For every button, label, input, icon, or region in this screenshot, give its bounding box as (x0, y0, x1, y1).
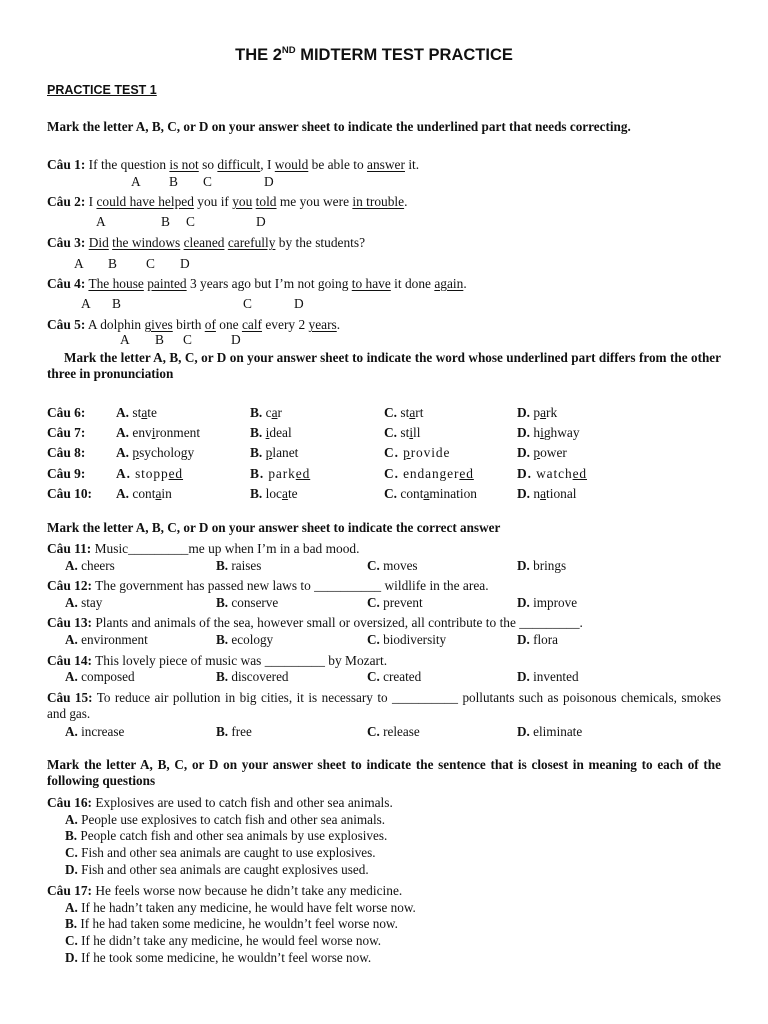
word-part: ll (413, 425, 421, 440)
q12-option-a (65, 595, 102, 611)
question-5: Câu 5: A dolphin gives birth of one calf every 2 years. (47, 317, 341, 332)
word-part: endanger (398, 466, 460, 481)
option-letter: D. (517, 425, 531, 440)
word-part: stopp (130, 466, 169, 481)
q5-letter-a: A (120, 332, 130, 347)
q16-option-c: C. Fish and other sea animals are caught to use explosives. (65, 845, 376, 860)
underlined-part: i (151, 425, 156, 440)
q17-option-d: D. If he took some medicine, he wouldn’t feel worse now. (65, 950, 372, 965)
option-text: raises (231, 558, 262, 573)
word-part: cont (129, 486, 156, 501)
question-11: Câu 11: Music_________me up when I’m in a bad mood. (47, 541, 360, 556)
underlined-part: a (540, 405, 547, 420)
word-part: cont (397, 486, 424, 501)
pronunciation-option-a (116, 425, 200, 441)
q3-letter-a: A (74, 256, 84, 271)
option-text: invented (533, 669, 579, 684)
q14-option-c (367, 669, 421, 685)
pronunciation-option-a (116, 466, 183, 482)
pronunciation-option-b (250, 425, 292, 441)
word-part: st (397, 425, 410, 440)
option-letter: C. (367, 558, 380, 573)
word-part: ronment (155, 425, 201, 440)
q1-letter-c: C (203, 174, 212, 189)
q14-option-a (65, 669, 135, 685)
q12-option-c (367, 595, 423, 611)
pronunciation-option-b (250, 486, 298, 502)
word-part: rovide (410, 445, 451, 460)
q3-letter-b: B (108, 256, 117, 271)
question-13: Câu 13: Plants and animals of the sea, however small or oversized, all contribute to the _________. (47, 615, 583, 630)
word-part: in (161, 486, 172, 501)
option-letter: B. (250, 405, 263, 420)
option-text: discovered (231, 669, 289, 684)
pronunciation-option-b (250, 445, 298, 461)
pronunciation-option-c (384, 445, 450, 461)
q11-option-a (65, 558, 115, 574)
q5-letter-d: D (231, 332, 241, 347)
question-14: Câu 14: This lovely piece of music was _________ by Mozart. (47, 653, 388, 668)
option-text: cheers (81, 558, 115, 573)
option-text: composed (81, 669, 135, 684)
option-letter: A. (65, 558, 78, 573)
q2-letter-d: D (256, 214, 266, 229)
word-part: mination (429, 486, 477, 501)
pronunciation-option-d (517, 405, 557, 421)
practice-test-heading: PRACTICE TEST 1 (47, 83, 157, 97)
option-letter: D. (517, 724, 530, 739)
option-letter: D. (517, 445, 531, 460)
q4-letter-c: C (243, 296, 252, 311)
option-letter: B. (250, 425, 263, 440)
question-4: Câu 4: The house painted 3 years ago but I’m not going to have it done again. (47, 276, 467, 291)
option-letter: D. (517, 405, 531, 420)
underlined-part: a (271, 405, 278, 420)
q1-letter-b: B (169, 174, 178, 189)
option-letter: A. (65, 595, 78, 610)
option-letter: B. (216, 724, 229, 739)
section1-instruction: Mark the letter A, B, C, or D on your answer sheet to indicate the underlined part that needs correcting. (47, 119, 631, 134)
option-letter: C. (384, 486, 398, 501)
q11-option-d (517, 558, 566, 574)
q2-letter-c: C (186, 214, 195, 229)
option-letter: B. (250, 466, 265, 481)
word-part: h (530, 425, 541, 440)
underlined-part: p (132, 445, 140, 460)
option-letter: A. (65, 724, 78, 739)
q15-option-a (65, 724, 124, 740)
underlined-part: a (141, 405, 148, 420)
pronunciation-option-d (517, 486, 577, 502)
option-letter: A. (65, 669, 78, 684)
word-part: te (287, 486, 298, 501)
option-letter: B. (250, 486, 263, 501)
underlined-part: p (403, 445, 411, 460)
question-16: Câu 16: Explosives are used to catch fish and other sea animals. (47, 795, 393, 810)
q1-letter-d: D (264, 174, 274, 189)
pronunciation-option-d (517, 425, 580, 441)
option-text: eliminate (533, 724, 583, 739)
underlined-part: a (409, 405, 416, 420)
option-letter: D. (517, 632, 530, 647)
q1-letter-a: A (131, 174, 141, 189)
underlined-part: i (265, 425, 270, 440)
option-letter: C. (384, 425, 398, 440)
underlined-part: p (533, 445, 541, 460)
underlined-part: ed (572, 466, 588, 481)
pronunciation-question-label: Câu 10: (47, 486, 93, 501)
q3-letter-d: D (180, 256, 190, 271)
option-letter: D. (517, 486, 531, 501)
q15-option-b (216, 724, 252, 740)
question-15: Câu 15: To reduce air pollution in big cities, it is necessary to __________ pollutants such as poisonous chemicals, smokes and gas. (47, 690, 721, 721)
option-letter: D. (517, 669, 530, 684)
option-letter: B. (216, 669, 229, 684)
pronunciation-option-a (116, 486, 172, 502)
word-part: env (129, 425, 152, 440)
q16-option-a: A. People use explosives to catch fish and other sea animals. (65, 812, 386, 827)
option-text: environment (81, 632, 148, 647)
page-title: THE 2ND MIDTERM TEST PRACTICE (235, 45, 513, 64)
question-1: Câu 1: If the question is not so difficult, I would be able to answer it. (47, 157, 420, 172)
option-letter: A. (65, 632, 78, 647)
underlined-part: a (282, 486, 288, 501)
underlined-part: ed (459, 466, 474, 481)
q3-letter-c: C (146, 256, 155, 271)
word-part: watch (531, 466, 573, 481)
pronunciation-question-label: Câu 6: (47, 405, 86, 420)
option-letter: A. (116, 425, 130, 440)
section2-instruction: Mark the letter A, B, C, or D on your answer sheet to indicate the word whose underlined part differs from the other three in pronunciation (47, 350, 721, 381)
q15-option-c (367, 724, 420, 740)
option-text: improve (533, 595, 578, 610)
underlined-part: a (423, 486, 430, 501)
option-letter: A. (116, 445, 130, 460)
option-text: stay (81, 595, 103, 610)
q2-letter-a: A (96, 214, 106, 229)
q13-option-c (367, 632, 446, 648)
section4-instruction: Mark the letter A, B, C, or D on your answer sheet to indicate the sentence that is closest in meaning to each of the following questions (47, 757, 721, 788)
option-letter: C. (367, 669, 380, 684)
option-letter: C. (384, 466, 399, 481)
option-letter: C. (367, 632, 380, 647)
question-12: Câu 12: The government has passed new laws to __________ wildlife in the area. (47, 578, 489, 593)
option-letter: A. (116, 466, 131, 481)
word-part: rt (415, 405, 424, 420)
option-text: biodiversity (383, 632, 447, 647)
q13-option-b (216, 632, 273, 648)
option-text: conserve (231, 595, 279, 610)
section3-instruction: Mark the letter A, B, C, or D on your answer sheet to indicate the correct answer (47, 520, 501, 535)
option-letter: D. (517, 595, 530, 610)
pronunciation-question-label: Câu 7: (47, 425, 86, 440)
question-2: Câu 2: I could have helped you if you told me you were in trouble. (47, 194, 408, 209)
pronunciation-option-c (384, 405, 423, 421)
q17-option-c: C. If he didn’t take any medicine, he would feel worse now. (65, 933, 382, 948)
question-3: Câu 3: Did the windows cleaned carefully by the students? (47, 235, 366, 250)
q13-option-a (65, 632, 148, 648)
option-letter: B. (216, 632, 229, 647)
word-part: park (264, 466, 296, 481)
word-part: tional (546, 486, 577, 501)
q5-letter-c: C (183, 332, 192, 347)
pronunciation-option-a (116, 445, 194, 461)
option-letter: C. (367, 595, 380, 610)
underlined-part: i (409, 425, 414, 440)
option-text: increase (81, 724, 125, 739)
word-part: sychology (139, 445, 195, 460)
option-letter: B. (216, 558, 229, 573)
q13-option-d (517, 632, 558, 648)
q11-option-c (367, 558, 418, 574)
q17-option-a: A. If he hadn’t taken any medicine, he would have felt worse now. (65, 900, 416, 915)
q12-option-d (517, 595, 577, 611)
q2-letter-b: B (161, 214, 170, 229)
word-part: te (147, 405, 157, 420)
option-text: created (383, 669, 422, 684)
pronunciation-option-d (517, 445, 567, 461)
option-letter: A. (116, 486, 130, 501)
word-part: st (129, 405, 142, 420)
q12-option-b (216, 595, 278, 611)
option-text: brings (533, 558, 567, 573)
pronunciation-question-label: Câu 9: (47, 466, 86, 481)
q5-letter-b: B (155, 332, 164, 347)
q14-option-d (517, 669, 579, 685)
word-part: st (397, 405, 410, 420)
underlined-part: ed (295, 466, 311, 481)
option-letter: C. (367, 724, 380, 739)
q4-letter-a: A (81, 296, 91, 311)
option-text: free (231, 724, 252, 739)
underlined-part: i (540, 425, 544, 440)
pronunciation-option-b (250, 405, 282, 421)
option-text: release (383, 724, 420, 739)
option-letter: D. (517, 558, 530, 573)
word-part: r (277, 405, 282, 420)
underlined-part: ed (168, 466, 184, 481)
q16-option-d: D. Fish and other sea animals are caught explosives used. (65, 862, 369, 877)
word-part: rk (546, 405, 558, 420)
word-part: loc (262, 486, 282, 501)
pronunciation-option-c (384, 425, 421, 441)
option-text: ecology (231, 632, 274, 647)
option-letter: A. (116, 405, 130, 420)
underlined-part: a (540, 486, 547, 501)
q16-option-b: B. People catch fish and other sea animals by use explosives. (65, 828, 388, 843)
q11-option-b (216, 558, 261, 574)
word-part: n (530, 486, 541, 501)
option-text: prevent (383, 595, 423, 610)
pronunciation-option-a (116, 405, 157, 421)
pronunciation-question-label: Câu 8: (47, 445, 86, 460)
underlined-part: a (155, 486, 162, 501)
option-letter: C. (384, 445, 399, 460)
q15-option-d (517, 724, 582, 740)
pronunciation-option-c (384, 486, 477, 502)
q4-letter-d: D (294, 296, 304, 311)
question-17: Câu 17: He feels worse now because he didn’t take any medicine. (47, 883, 403, 898)
option-letter: C. (384, 405, 398, 420)
underlined-part: p (265, 445, 273, 460)
word-part: ghway (543, 425, 580, 440)
pronunciation-option-c (384, 466, 474, 482)
q4-letter-b: B (112, 296, 121, 311)
q14-option-b (216, 669, 289, 685)
pronunciation-option-d (517, 466, 587, 482)
option-letter: B. (250, 445, 263, 460)
word-part: lanet (272, 445, 299, 460)
word-part: c (262, 405, 272, 420)
option-letter: B. (216, 595, 229, 610)
word-part: deal (269, 425, 292, 440)
pronunciation-option-b (250, 466, 310, 482)
word-part: p (530, 405, 541, 420)
option-text: flora (533, 632, 559, 647)
option-text: moves (383, 558, 418, 573)
word-part: ower (540, 445, 567, 460)
q17-option-b: B. If he had taken some medicine, he wouldn’t feel worse now. (65, 916, 398, 931)
option-letter: D. (517, 466, 532, 481)
